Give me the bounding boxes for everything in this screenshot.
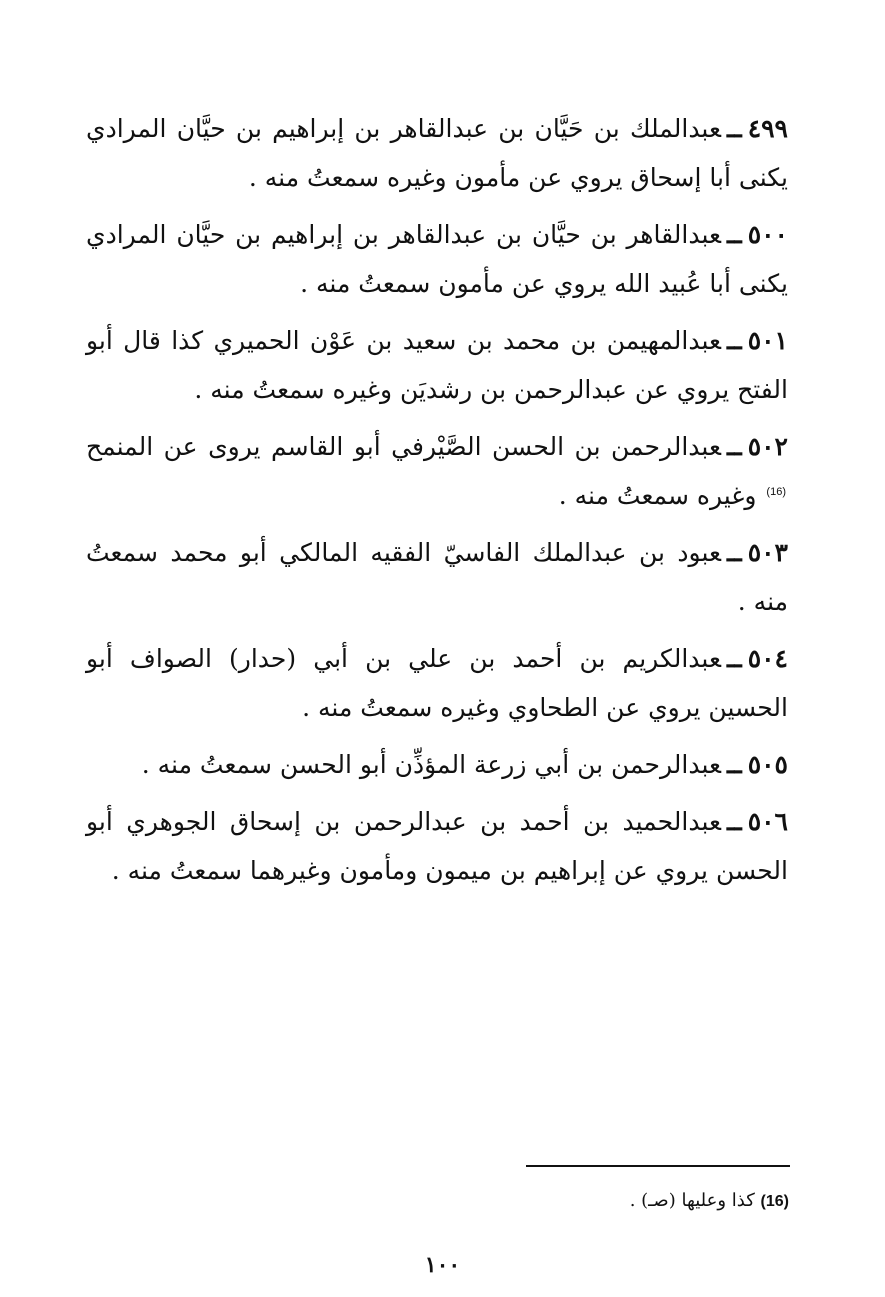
entry-dash: ــ — [727, 644, 742, 673]
page-number: ١٠٠ — [424, 1252, 461, 1278]
entry-dash: ــ — [727, 538, 742, 567]
entry-text: عبدالحميد بن أحمد بن عبدالرحمن بن إسحاق الجوهري أبو الحسن يروي عن إبراهيم بن ميمون ومأمون وغيرهما سمعتُ منه . — [86, 807, 788, 885]
entry-dash: ــ — [727, 432, 742, 461]
entry-dash: ــ — [727, 114, 742, 143]
entry-dash: ــ — [727, 807, 742, 836]
entry-text: عبدالقاهر بن حيَّان بن عبدالقاهر بن إبراهيم بن حيَّان المرادي يكنى أبا عُبيد الله يروي عن مأمون سمعتُ منه . — [86, 220, 788, 298]
entry-number: ٥٠٢ — [747, 432, 788, 461]
biography-entries — [86, 104, 788, 903]
entry-text: عبدالرحمن بن أبي زرعة المؤذِّن أبو الحسن سمعتُ منه . — [141, 750, 722, 779]
entry-501 — [86, 316, 788, 414]
entry-number: ٤٩٩ — [747, 114, 788, 143]
entry-number: ٥٠٤ — [747, 644, 788, 673]
footnote — [630, 1187, 789, 1216]
entry-dash: ــ — [727, 220, 742, 249]
entry-499 — [86, 104, 788, 202]
entry-number: ٥٠٠ — [747, 220, 788, 249]
entry-dash: ــ — [727, 750, 742, 779]
entry-number: ٥٠٦ — [747, 807, 788, 836]
entry-text: عبدالرحمن بن الحسن الصَّيْرفي أبو القاسم يروى عن المنمح — [86, 432, 722, 461]
footnote-reference: (16) — [766, 485, 786, 498]
footnote-number: (16) — [760, 1193, 789, 1210]
entry-text: عبدالمهيمن بن محمد بن سعيد بن عَوْن الحميري كذا قال أبو الفتح يروي عن عبدالرحمن بن رشديَن وغيره سمعتُ منه . — [86, 326, 788, 404]
footnote-divider — [526, 1165, 790, 1167]
entry-504 — [86, 634, 788, 732]
entry-505 — [86, 740, 788, 789]
footnote-text: كذا وعليها (صـ) . — [629, 1190, 755, 1211]
entry-number: ٥٠٣ — [747, 538, 788, 567]
entry-number: ٥٠٥ — [747, 750, 788, 779]
entry-number: ٥٠١ — [747, 326, 788, 355]
entry-text: عبدالكريم بن أحمد بن علي بن أبي (حدار) الصواف أبو الحسين يروي عن الطحاوي وغيره سمعتُ منه . — [86, 644, 788, 722]
entry-text: عبدالملك بن حَيَّان بن عبدالقاهر بن إبراهيم بن حيَّان المرادي يكنى أبا إسحاق يروي عن مأمون وغيره سمعتُ منه . — [86, 114, 788, 192]
entry-506 — [86, 797, 788, 895]
entry-dash: ــ — [727, 326, 742, 355]
entry-text-continued: وغيره سمعتُ منه . — [558, 481, 757, 510]
entry-text: عبود بن عبدالملك الفاسيّ الفقيه المالكي أبو محمد سمعتُ منه . — [86, 538, 788, 616]
entry-502 — [86, 422, 788, 520]
entry-503 — [86, 528, 788, 626]
entry-500 — [86, 210, 788, 308]
